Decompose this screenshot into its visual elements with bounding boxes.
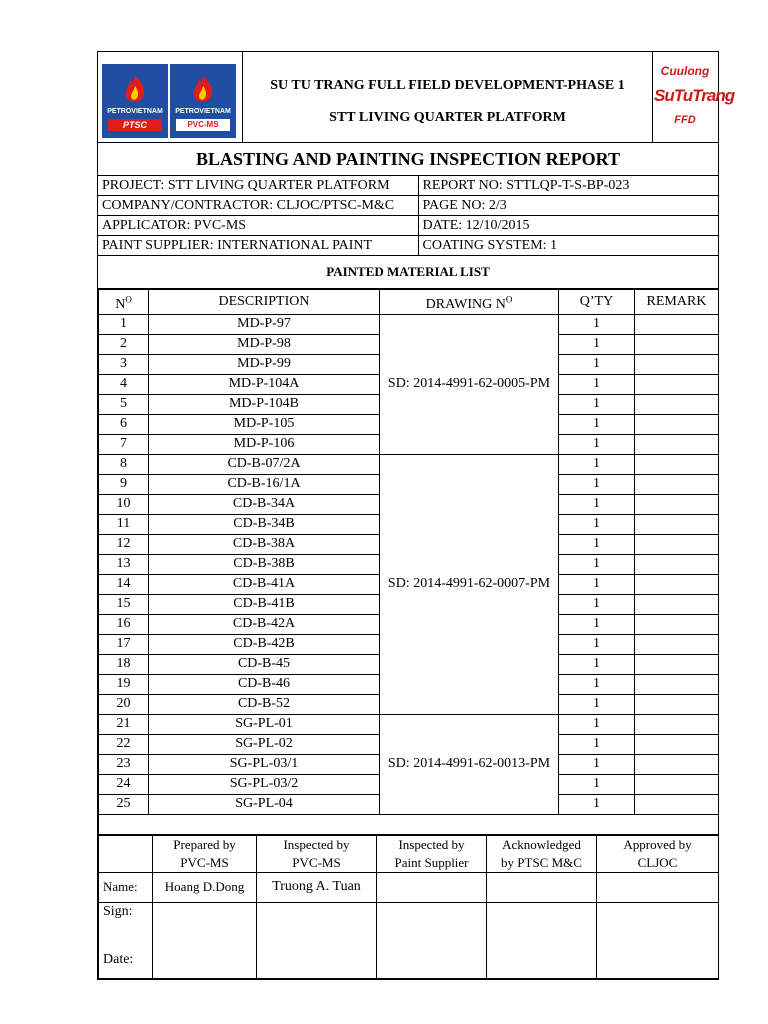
signature-head-inspected-supplier [377, 835, 487, 872]
item-qty: 1 [559, 654, 635, 674]
sign-label: Sign: [103, 903, 133, 919]
item-qty: 1 [559, 434, 635, 454]
item-qty: 1 [559, 414, 635, 434]
item-description: SG-PL-02 [149, 734, 380, 754]
item-no: 5 [99, 394, 149, 414]
item-qty: 1 [559, 454, 635, 474]
item-description: CD-B-42B [149, 634, 380, 654]
signature-head-line: Inspected by [283, 836, 350, 852]
drawing-number: SD: 2014-4991-62-0005-PM [380, 314, 559, 454]
item-remark [635, 734, 719, 754]
item-qty: 1 [559, 694, 635, 714]
table-row [99, 314, 719, 334]
signature-name-row [99, 872, 719, 902]
item-description: SG-PL-04 [149, 794, 380, 814]
signature-head-line: PVC-MS [292, 854, 341, 870]
item-qty: 1 [559, 674, 635, 694]
item-qty: 1 [559, 614, 635, 634]
signature-head-prepared [153, 835, 257, 872]
logo-line: FFD [674, 114, 696, 126]
name-value [377, 872, 487, 902]
item-qty: 1 [559, 354, 635, 374]
item-remark [635, 614, 719, 634]
item-qty: 1 [559, 374, 635, 394]
item-qty: 1 [559, 634, 635, 654]
signature-head-line: Acknowledged [502, 836, 581, 852]
item-description: CD-B-46 [149, 674, 380, 694]
blank-row [99, 814, 719, 834]
signature-box[interactable] [257, 902, 377, 978]
item-remark [635, 354, 719, 374]
column-header-drawing: DRAWING $N^O$ [380, 290, 559, 315]
info-row [98, 236, 718, 256]
item-no: 7 [99, 434, 149, 454]
painted-material-title: PAINTED MATERIAL LIST [98, 256, 718, 289]
signature-head-row [99, 835, 719, 872]
item-qty: 1 [559, 594, 635, 614]
item-qty: 1 [559, 734, 635, 754]
sutu-trang-logo [654, 56, 735, 140]
item-description: CD-B-42A [149, 614, 380, 634]
signature-head-line: by PTSC M&C [501, 854, 582, 870]
item-qty: 1 [559, 714, 635, 734]
signature-head-line: Paint Supplier [394, 854, 469, 870]
signature-head-line: PVC-MS [180, 854, 229, 870]
item-qty: 1 [559, 774, 635, 794]
logo-subtitle: PTSC [108, 119, 162, 131]
item-description: MD-P-98 [149, 334, 380, 354]
item-description: MD-P-106 [149, 434, 380, 454]
item-qty: 1 [559, 334, 635, 354]
item-description: CD-B-16/1A [149, 474, 380, 494]
item-no: 14 [99, 574, 149, 594]
item-no: 24 [99, 774, 149, 794]
pvc-ms-logo [170, 64, 236, 138]
name-label: Name: [99, 872, 153, 902]
table-header-row [99, 290, 719, 315]
name-value: Truong A. Tuan [257, 872, 377, 902]
signature-box[interactable] [597, 902, 719, 978]
item-description: MD-P-99 [149, 354, 380, 374]
info-row [98, 216, 718, 236]
item-description: SG-PL-01 [149, 714, 380, 734]
item-no: 19 [99, 674, 149, 694]
table-row [99, 714, 719, 734]
item-remark [635, 774, 719, 794]
item-description: MD-P-105 [149, 414, 380, 434]
item-no: 12 [99, 534, 149, 554]
table-row [99, 454, 719, 474]
column-header-remark: REMARK [635, 290, 719, 315]
item-no: 13 [99, 554, 149, 574]
info-left: APPLICATOR: PVC-MS [98, 216, 418, 236]
item-remark [635, 494, 719, 514]
item-no: 9 [99, 474, 149, 494]
item-description: MD-P-104B [149, 394, 380, 414]
item-description: CD-B-45 [149, 654, 380, 674]
inspection-report-sheet [97, 51, 735, 980]
item-qty: 1 [559, 574, 635, 594]
item-qty: 1 [559, 394, 635, 414]
logo-wordmark: PETROVIETNAM [107, 108, 163, 115]
item-remark [635, 414, 719, 434]
signature-head-acknowledged [487, 835, 597, 872]
signature-head-line: Inspected by [398, 836, 465, 852]
ptsc-logo [102, 64, 168, 138]
item-remark [635, 574, 719, 594]
name-value: Hoang D.Dong [153, 872, 257, 902]
report-info-table [98, 176, 718, 256]
item-description: SG-PL-03/2 [149, 774, 380, 794]
logo-line: Cuulong [660, 64, 710, 78]
flame-icon [190, 74, 216, 106]
item-description: CD-B-52 [149, 694, 380, 714]
item-no: 11 [99, 514, 149, 534]
logo-line: SuTuTrang [654, 86, 735, 105]
item-no: 25 [99, 794, 149, 814]
item-description: CD-B-07/2A [149, 454, 380, 474]
signature-head-line: Prepared by [173, 836, 236, 852]
signature-head-inspected-pvc [257, 835, 377, 872]
drawing-number: SD: 2014-4991-62-0013-PM [380, 714, 559, 814]
item-no: 1 [99, 314, 149, 334]
item-no: 20 [99, 694, 149, 714]
item-qty: 1 [559, 554, 635, 574]
info-right: PAGE NO: 2/3 [418, 196, 718, 216]
date-label: Date: [103, 951, 134, 967]
logo-subtitle: PVC-MS [176, 119, 230, 131]
info-right: REPORT NO: STTLQP-T-S-BP-023 [418, 176, 718, 196]
item-qty: 1 [559, 494, 635, 514]
item-description: CD-B-38A [149, 534, 380, 554]
item-remark [635, 514, 719, 534]
column-header-description: DESCRIPTION [149, 290, 380, 315]
signature-head-approved [597, 835, 719, 872]
signature-table [98, 835, 719, 979]
item-qty: 1 [559, 314, 635, 334]
item-no: 6 [99, 414, 149, 434]
info-left: PROJECT: STT LIVING QUARTER PLATFORM [98, 176, 418, 196]
item-no: 2 [99, 334, 149, 354]
item-no: 10 [99, 494, 149, 514]
item-description: CD-B-34A [149, 494, 380, 514]
info-right: DATE: 12/10/2015 [418, 216, 718, 236]
item-no: 16 [99, 614, 149, 634]
item-no: 17 [99, 634, 149, 654]
item-remark [635, 474, 719, 494]
item-no: 4 [99, 374, 149, 394]
column-header-no: $N^O$ [99, 290, 149, 315]
drawing-number: SD: 2014-4991-62-0007-PM [380, 454, 559, 714]
item-description: CD-B-41B [149, 594, 380, 614]
item-remark [635, 654, 719, 674]
item-no: 18 [99, 654, 149, 674]
item-remark [635, 334, 719, 354]
painted-material-table [98, 289, 719, 835]
item-qty: 1 [559, 534, 635, 554]
info-row [98, 176, 718, 196]
name-value [487, 872, 597, 902]
signature-head-line: CLJOC [637, 854, 678, 870]
flame-icon [122, 74, 148, 106]
item-remark [635, 374, 719, 394]
project-title: SU TU TRANG FULL FIELD DEVELOPMENT-PHASE 1 [270, 78, 625, 93]
item-no: 21 [99, 714, 149, 734]
info-left: PAINT SUPPLIER: INTERNATIONAL PAINT [98, 236, 418, 256]
signature-box[interactable] [153, 902, 257, 978]
info-row [98, 196, 718, 216]
item-no: 8 [99, 454, 149, 474]
signature-box[interactable] [487, 902, 597, 978]
report-header [98, 52, 735, 143]
signature-head-line: Approved by [623, 836, 692, 852]
item-no: 22 [99, 734, 149, 754]
platform-title: STT LIVING QUARTER PLATFORM [329, 110, 566, 125]
info-right: COATING SYSTEM: 1 [418, 236, 718, 256]
item-remark [635, 594, 719, 614]
item-description: MD-P-97 [149, 314, 380, 334]
item-description: CD-B-34B [149, 514, 380, 534]
item-qty: 1 [559, 474, 635, 494]
item-remark [635, 534, 719, 554]
signature-sign-date-row [99, 902, 719, 978]
item-description: CD-B-38B [149, 554, 380, 574]
item-remark [635, 434, 719, 454]
item-remark [635, 634, 719, 654]
signature-box[interactable] [377, 902, 487, 978]
report-title: BLASTING AND PAINTING INSPECTION REPORT [98, 143, 718, 176]
item-qty: 1 [559, 514, 635, 534]
item-description: MD-P-104A [149, 374, 380, 394]
name-value [597, 872, 719, 902]
item-remark [635, 754, 719, 774]
item-remark [635, 714, 719, 734]
item-qty: 1 [559, 754, 635, 774]
item-qty: 1 [559, 794, 635, 814]
info-left: COMPANY/CONTRACTOR: CLJOC/PTSC-M&C [98, 196, 418, 216]
item-remark [635, 394, 719, 414]
column-header-qty: Q’TY [559, 290, 635, 315]
item-remark [635, 454, 719, 474]
item-remark [635, 554, 719, 574]
item-remark [635, 694, 719, 714]
item-no: 15 [99, 594, 149, 614]
item-no: 23 [99, 754, 149, 774]
item-remark [635, 314, 719, 334]
item-remark [635, 794, 719, 814]
logo-wordmark: PETROVIETNAM [175, 108, 231, 115]
item-remark [635, 674, 719, 694]
item-description: SG-PL-03/1 [149, 754, 380, 774]
item-no: 3 [99, 354, 149, 374]
item-description: CD-B-41A [149, 574, 380, 594]
